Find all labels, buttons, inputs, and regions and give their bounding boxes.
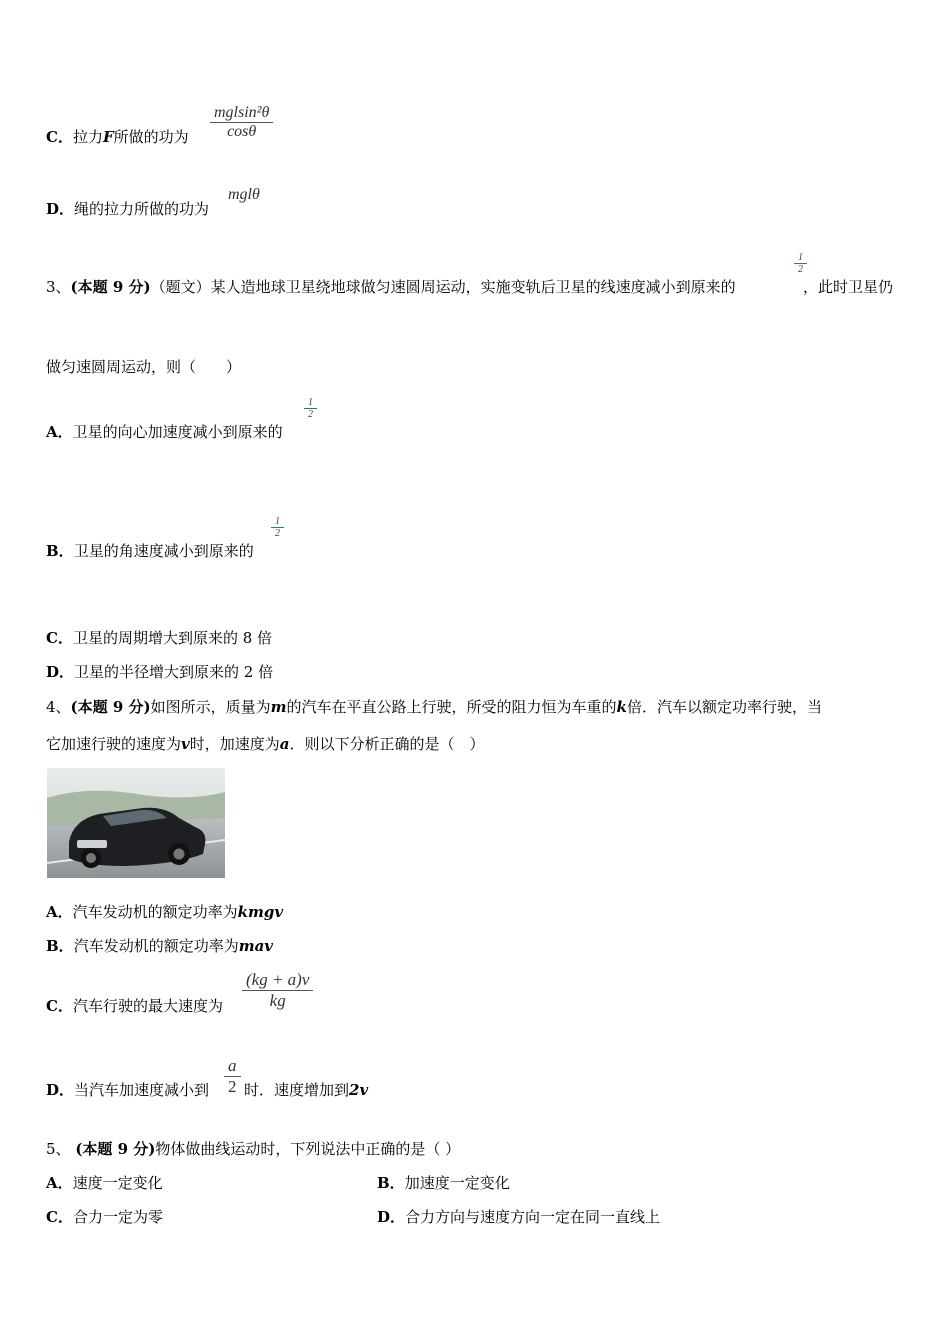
option-text: 卫星的向心加速度减小到原来的: [72, 423, 283, 441]
question-number: 5、: [46, 1140, 71, 1158]
q4-option-b[interactable]: [46, 936, 273, 956]
option-text: 所做的功为: [113, 128, 189, 146]
question-number: 3、: [46, 278, 71, 296]
fraction-den: 2: [308, 409, 313, 420]
q5-option-c[interactable]: [46, 1207, 163, 1227]
q4-option-d-tail: [244, 1080, 368, 1100]
option-text: 绳的拉力所做的功为: [74, 200, 210, 218]
option-formula: mav: [238, 937, 274, 955]
option-letter: A．: [46, 1174, 73, 1192]
q3-stem-line1: [46, 277, 736, 297]
q3-option-b[interactable]: [46, 541, 254, 561]
option-formula: 2v: [349, 1081, 369, 1099]
question-text: 的汽车在平直公路上行驶，所受的阻力恒为车重的: [286, 698, 617, 716]
option-letter: A．: [46, 423, 73, 441]
question-text: 如图所示，质量为: [150, 698, 271, 716]
q4-option-a[interactable]: [46, 902, 283, 922]
option-letter: C．: [46, 629, 73, 647]
q3-a-fraction: [304, 397, 317, 420]
option-formula: kmgv: [237, 903, 284, 921]
option-text: 时．速度增加到: [244, 1081, 350, 1099]
variable-a: a: [279, 735, 290, 753]
car-illustration: [47, 768, 225, 878]
q2-option-d[interactable]: [46, 199, 209, 219]
fraction-den: 2: [228, 1077, 237, 1096]
option-letter: B．: [377, 1174, 405, 1192]
question-text: 物体做曲线运动时，下列说法中正确的是（ ）: [155, 1140, 461, 1158]
q4-stem-line1: [46, 697, 822, 717]
question-text: 它加速行驶的速度为: [46, 735, 182, 753]
option-text: 汽车发动机的额定功率为: [72, 903, 238, 921]
q2-c-formula: [210, 104, 273, 141]
option-letter: B．: [46, 937, 74, 955]
q5-option-b[interactable]: [377, 1173, 510, 1193]
formula-denominator: kg: [269, 991, 286, 1010]
variable-m: m: [270, 698, 287, 716]
car-photo: [47, 768, 225, 878]
option-text: 汽车发动机的额定功率为: [73, 937, 239, 955]
fraction-den: 2: [798, 264, 803, 275]
q4-d-fraction: [224, 1056, 241, 1097]
q4-stem-line2: [46, 734, 485, 754]
fraction-num: 1: [308, 397, 313, 408]
q3-option-c[interactable]: [46, 628, 272, 648]
option-text: 卫星的角速度减小到原来的: [73, 542, 254, 560]
option-letter: D．: [46, 1081, 75, 1099]
question-score: (本题 9 分): [70, 278, 151, 296]
option-text: 卫星的半径增大到原来的 2 倍: [74, 663, 274, 681]
q3-option-d[interactable]: [46, 662, 273, 682]
formula-denominator: cosθ: [227, 123, 257, 140]
variable-v: v: [181, 735, 190, 753]
formula-numerator: mglsin²θ: [214, 104, 270, 121]
q3-option-a[interactable]: [46, 422, 283, 442]
q4-option-c[interactable]: [46, 996, 223, 1016]
q5-option-a[interactable]: [46, 1173, 163, 1193]
option-text: 速度一定变化: [72, 1174, 163, 1192]
q4-option-d[interactable]: [46, 1080, 209, 1100]
option-letter: D．: [46, 200, 75, 218]
question-number: 4、: [46, 698, 71, 716]
q2-d-formula: mglθ: [228, 186, 260, 203]
option-text: 卫星的周期增大到原来的 8 倍: [72, 629, 273, 647]
option-letter: B．: [46, 542, 74, 560]
fraction-den: 2: [275, 528, 280, 539]
question-text: 倍．汽车以额定功率行驶，当: [626, 698, 822, 716]
option-text: 汽车行驶的最大速度为: [72, 997, 223, 1015]
q3-stem-fraction: [794, 252, 807, 275]
option-text: 加速度一定变化: [404, 1174, 510, 1192]
option-letter: C．: [46, 997, 73, 1015]
q5-option-d[interactable]: [377, 1207, 660, 1227]
q3-stem-line1-tail: ，此时卫星仍: [803, 278, 894, 296]
option-letter: D．: [46, 663, 75, 681]
option-letter: C．: [46, 128, 73, 146]
question-text: ．则以下分析正确的是（ ）: [289, 735, 485, 753]
question-score: (本题 9 分): [70, 698, 151, 716]
fraction-num: 1: [798, 252, 803, 263]
option-text: 当汽车加速度减小到: [74, 1081, 210, 1099]
q2-option-c[interactable]: [46, 127, 189, 147]
option-letter: C．: [46, 1208, 73, 1226]
question-text: 时，加速度为: [189, 735, 280, 753]
fraction-num: a: [228, 1056, 237, 1075]
option-letter: D．: [377, 1208, 406, 1226]
q3-b-fraction: [271, 516, 284, 539]
q3-stem-line2: 做匀速圆周运动，则（ ）: [46, 358, 242, 376]
formula-numerator: (kg + a)v: [246, 970, 310, 989]
q4-c-formula: [242, 970, 313, 1011]
q5-stem: [46, 1139, 460, 1159]
variable-k: k: [616, 698, 627, 716]
question-score: (本题 9 分): [75, 1140, 156, 1158]
question-text: （题文）某人造地球卫星绕地球做匀速圆周运动，实施变轨后卫星的线速度减小到原来的: [150, 278, 736, 296]
option-letter: A．: [46, 903, 73, 921]
fraction-num: 1: [275, 516, 280, 527]
option-text: 合力一定为零: [72, 1208, 163, 1226]
option-text: 合力方向与速度方向一定在同一直线上: [405, 1208, 661, 1226]
option-text: 拉力: [72, 128, 103, 146]
variable-f: F: [102, 128, 114, 146]
